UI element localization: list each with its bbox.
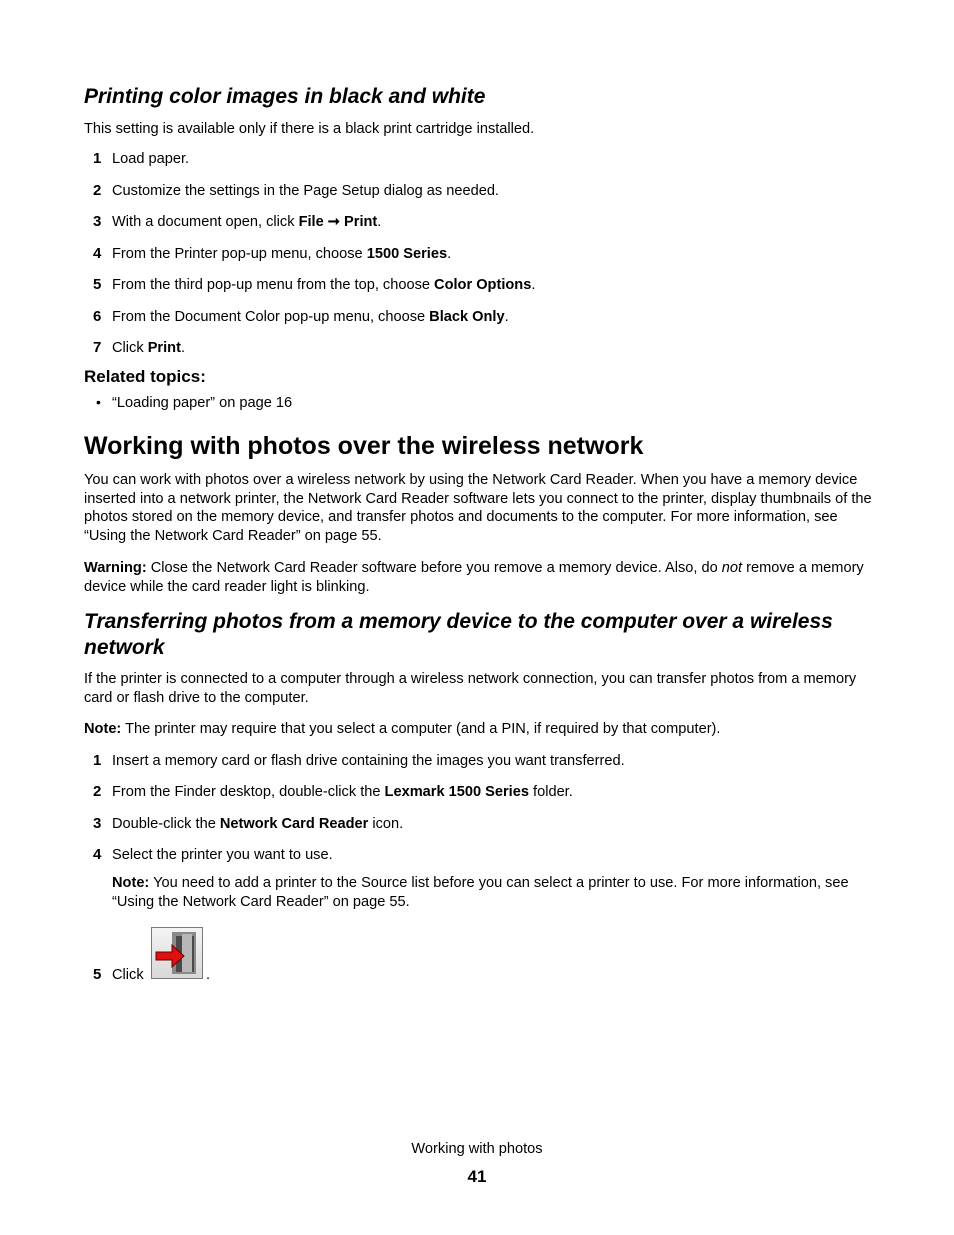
list-item [84, 926, 874, 986]
step-text-part: From the third pop-up menu from the top, choose [112, 277, 435, 293]
step-bold: Lexmark 1500 Series [384, 784, 529, 800]
list-item [84, 783, 874, 803]
step-bold: Print [147, 340, 181, 356]
footer-chapter: Working with photos [411, 1141, 543, 1157]
note-paragraph [84, 720, 874, 739]
note-text: You need to add a printer to the Source list before you can select a printer to use. For more information, see “Using the Network Card Reader” on page 55. [112, 875, 849, 910]
step-number: 6 [93, 308, 102, 325]
step-text-part: Insert a memory card or flash drive containing the images you want transferred. [112, 753, 625, 769]
step-number: 4 [93, 846, 102, 863]
step-text-part: icon. [368, 816, 404, 832]
transfer-arrow-icon-graphic [152, 928, 202, 978]
section-heading-wireless: Working with photos over the wireless network [84, 432, 644, 460]
note-label: Note: [84, 721, 122, 737]
warning-text: Close the Network Card Reader software before you remove a memory device. Also, do [146, 560, 722, 576]
list-item [84, 846, 874, 866]
step-bold: Color Options [434, 277, 532, 293]
step-text [112, 815, 403, 834]
step-text-part: From the Document Color pop-up menu, choose [112, 309, 430, 325]
step-text-part: . [377, 214, 382, 230]
step-number: 4 [93, 245, 102, 262]
step-text [112, 150, 189, 169]
warning-paragraph [84, 559, 874, 596]
step-text [112, 245, 451, 264]
step-text-part: folder. [528, 784, 573, 800]
step-text-part: . [504, 309, 509, 325]
step-text [112, 213, 381, 232]
list-item [84, 276, 874, 296]
step-number: 3 [93, 815, 102, 832]
step-number: 5 [93, 276, 102, 293]
step-text-part: Double-click the [112, 816, 220, 832]
list-item [84, 339, 874, 359]
section-heading-print-bw: Printing color images in black and white [84, 85, 486, 108]
bullet-icon: • [96, 394, 101, 410]
list-item [84, 752, 874, 772]
step-text [112, 752, 625, 771]
menu-file: File [298, 214, 324, 230]
step-text [112, 783, 573, 802]
section-intro: This setting is available only if there is a black print cartridge installed. [84, 121, 535, 137]
menu-arrow: ➞ [323, 214, 345, 230]
related-topics-heading: Related topics: [84, 367, 206, 386]
transfer-intro-paragraph: If the printer is connected to a computer through a wireless network connection, you can transfer photos from a memory card or flash drive to the computer. [84, 671, 857, 706]
warning-emphasis: not [721, 560, 743, 576]
warning-label: Warning: [84, 560, 147, 576]
step-text-part: Select the printer you want to use. [112, 847, 333, 863]
step4-note [112, 874, 874, 911]
step-text [112, 182, 499, 201]
note-text: The printer may require that you select a computer (and a PIN, if required by that computer). [121, 721, 721, 737]
step-text-part: Customize the settings in the Page Setup dialog as needed. [112, 183, 499, 199]
list-item [84, 213, 874, 233]
step-number: 5 [93, 966, 102, 983]
warning-text: remove a memory device while the card reader light is blinking. [84, 560, 864, 595]
step-bold: 1500 Series [366, 246, 448, 262]
step-text-part: From the Printer pop-up menu, choose [112, 246, 367, 262]
list-item [84, 245, 874, 265]
list-item [84, 308, 874, 328]
step-number: 1 [93, 150, 102, 167]
related-topic-link[interactable]: “Loading paper” on page 16 [112, 395, 293, 411]
step-text [112, 846, 333, 865]
step-number: 7 [93, 339, 102, 356]
step-text-part: . [447, 246, 452, 262]
step-text-part: . [531, 277, 536, 293]
step-text-part: From the Finder desktop, double-click the [112, 784, 385, 800]
step-text-part: Load paper. [112, 151, 190, 167]
step-number: 2 [93, 783, 102, 800]
step-text: Click [112, 967, 144, 983]
wireless-intro-paragraph: You can work with photos over a wireless network by using the Network Card Reader. When you have a memory device inserted into a network printer, the Network Card Reader software lets you connect to the printer, display thumbnails of the photos stored on the memory device, and transfer photos and documents to the computer. For more information, see “Using the Network Card Reader” on page 55. [84, 472, 872, 544]
step-text-part: Click [112, 340, 148, 356]
note-label: Note: [112, 875, 150, 891]
transfer-arrow-icon[interactable] [151, 927, 203, 979]
list-item [84, 182, 874, 202]
step-text [112, 276, 535, 295]
section-heading-transfer: Transferring photos from a memory device to the computer over a wireless network [84, 610, 833, 659]
step-text-part: . [180, 340, 185, 356]
step-text [112, 339, 185, 358]
step-number: 1 [93, 752, 102, 769]
step-number: 2 [93, 182, 102, 199]
step-text-end: . [206, 967, 211, 983]
related-topic-item [84, 394, 874, 414]
menu-print: Print [344, 214, 378, 230]
step-number: 3 [93, 213, 102, 230]
list-item [84, 150, 874, 170]
step-bold: Black Only [429, 309, 505, 325]
list-item [84, 815, 874, 835]
page-number: 41 [467, 1167, 487, 1186]
step-text [112, 308, 509, 327]
step-bold: Network Card Reader [219, 816, 369, 832]
step-text-part: With a document open, click [112, 214, 299, 230]
